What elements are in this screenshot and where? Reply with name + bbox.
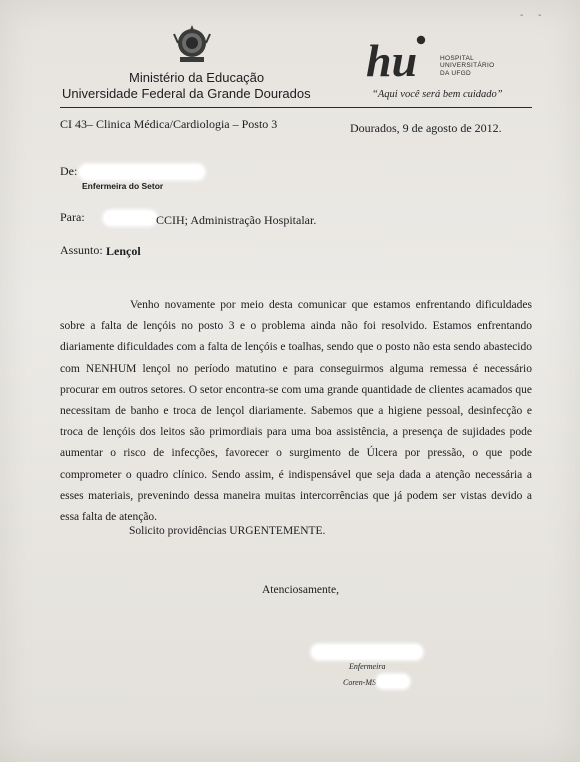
ministry-name: Ministério da Educação <box>129 70 265 85</box>
hospital-line: DA UFGD <box>440 69 471 77</box>
memo-body-paragraph: Venho novamente por meio desta comunicar que estamos enfrentando dificuldades sobre a falta de lençóis no posto 3 e o problema ainda não foi resolvido. Estamos enfrentando diariamente dificuldades com a falta de lençóis e toalhas, sendo que o posto não esta sendo abastecido com NENHUM lençol no período matutino e para conseguirmos alguma remessa é necessário procurar em outros setores. O setor encontra-se com uma grande quantidade de clientes acamados que necessitam de banho e troca de lençol diariamente. Sabemos que a higiene pessoal, desinfecção e troca de lençóis dos leitos são primordiais para uma boa assistência, a presença de sujidades pode aumentar o risco de infecções, favorecer o surgimento de Úlcera por pressão, o que pode comprometer o quadro clínico. Sendo assim, é indispensável que seja dada a atenção necessária a esses materiais, prevenindo dessa maneira muitas intercorrências que já podem ser vistas devido a essa falta de atenção. <box>60 299 532 524</box>
header-divider <box>60 107 532 108</box>
redacted-signature-name <box>312 645 422 659</box>
signature-role: Enfermeira <box>349 662 386 671</box>
closing-salutation: Atenciosamente, <box>262 584 339 596</box>
redacted-coren-number <box>377 675 409 688</box>
redacted-sender-name <box>80 165 204 179</box>
hospital-line: UNIVERSITÁRIO <box>440 62 495 70</box>
hospital-slogan: “Aqui você será bem cuidado” <box>372 89 503 100</box>
hospital-logo-letters: hu <box>366 35 418 80</box>
from-label: De: <box>60 164 78 178</box>
hospital-line: HOSPITAL <box>440 55 475 62</box>
to-label: Para: <box>60 210 85 224</box>
subject-label: Assunto: <box>60 243 103 257</box>
to-recipients: CCIH; Administração Hospitalar. <box>156 213 317 227</box>
hospital-name <box>440 55 494 77</box>
hospital-hu-logo <box>366 34 440 80</box>
from-role: Enfermeira do Setor <box>82 181 164 191</box>
university-name: Universidade Federal da Grande Dourados <box>62 86 311 101</box>
redacted-recipient-name <box>104 211 156 225</box>
brazil-coat-of-arms-icon <box>172 24 212 68</box>
memo-date: Dourados, 9 de agosto de 2012. <box>350 121 502 135</box>
subject-value: Lençol <box>106 244 141 258</box>
corner-scribble-marks: - - <box>520 10 548 21</box>
signature-coren-label: Coren-MS <box>343 678 377 687</box>
memo-reference: CI 43– Clinica Médica/Cardiologia – Posto 3 <box>60 117 278 131</box>
urgent-request: Solicito providências URGENTEMENTE. <box>129 525 326 537</box>
